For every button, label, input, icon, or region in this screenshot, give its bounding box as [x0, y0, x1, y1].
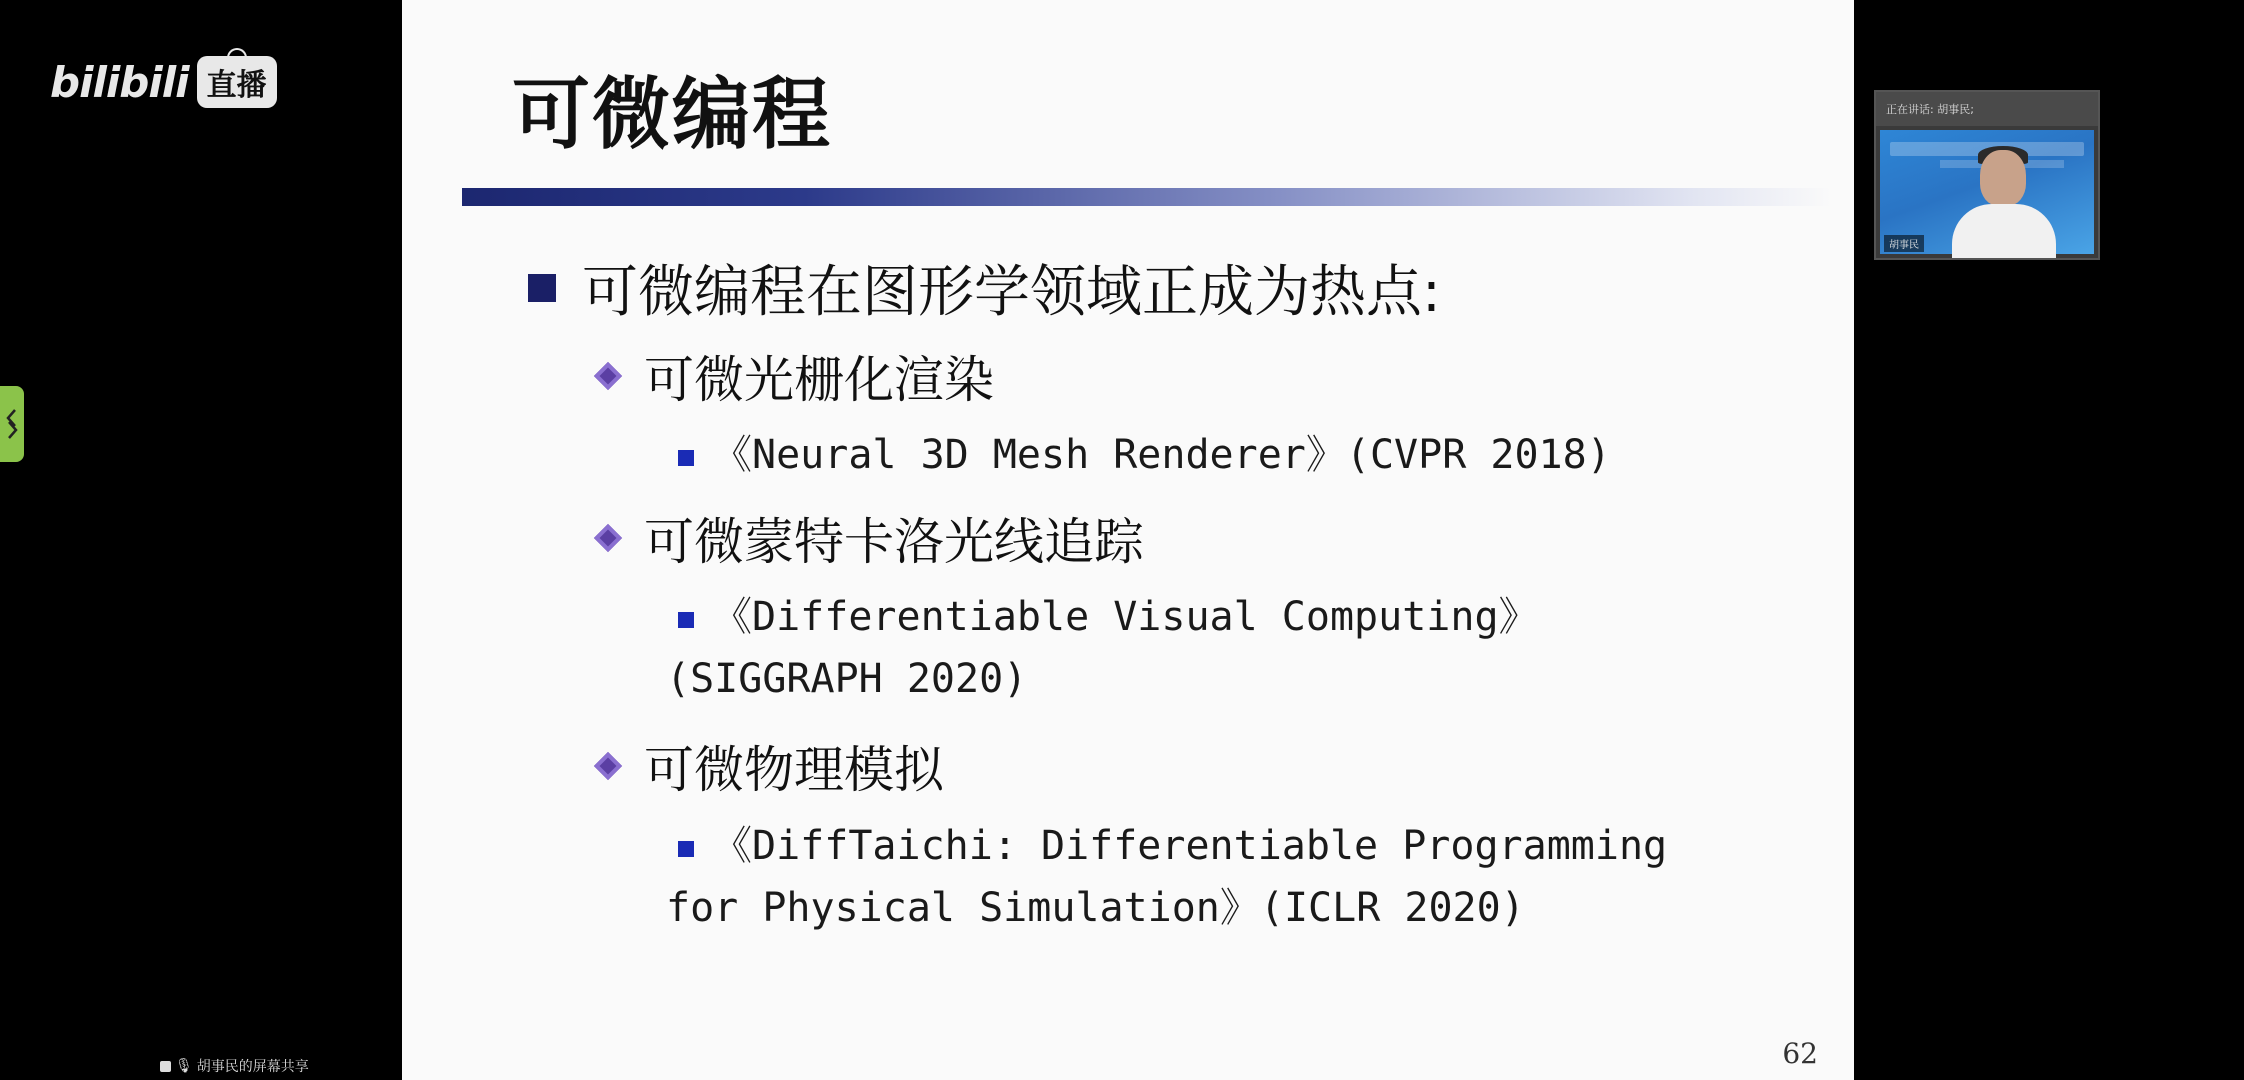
reference-item [666, 586, 1539, 710]
diamond-bullet-icon [594, 362, 622, 390]
screen-icon [160, 1061, 171, 1072]
main-bullet-text: 可微编程在图形学领域正成为热点: [582, 260, 1441, 325]
reference-text: 《Differentiable Visual Computing》 [712, 594, 1539, 640]
title-underline-bar [462, 188, 1832, 206]
reference-text-continued: for Physical Simulation》(ICLR 2020) [666, 885, 1525, 931]
sub-bullet-text: 可微物理模拟 [644, 741, 944, 799]
sub-bullet-ray-tracing [598, 502, 1144, 574]
slide-page-number: 62 [1782, 1037, 1818, 1070]
speaker-face [1980, 150, 2026, 206]
speaker-video [1880, 130, 2094, 254]
diamond-bullet-icon [594, 752, 622, 780]
sub-bullet-text: 可微蒙特卡洛光线追踪 [644, 513, 1144, 571]
side-panel-toggle[interactable] [0, 386, 24, 462]
slide-title: 可微编程 [512, 70, 833, 160]
bilibili-live-watermark [50, 56, 277, 108]
reference-item [666, 815, 1668, 939]
small-square-bullet-icon [678, 612, 694, 628]
small-square-bullet-icon [678, 450, 694, 466]
small-square-bullet-icon [678, 841, 694, 857]
sub-bullet-physics-simulation [598, 730, 944, 802]
diamond-bullet-icon [594, 524, 622, 552]
live-badge: 直播 [197, 56, 277, 108]
speaking-indicator [1876, 92, 2098, 126]
screen-share-label [160, 1056, 309, 1076]
square-bullet-icon [528, 274, 556, 302]
microphone-icon: 🎙 [175, 1058, 193, 1074]
speaker-body [1952, 204, 2056, 260]
bilibili-logo: bilibili [50, 57, 189, 107]
reference-text: 《Neural 3D Mesh Renderer》(CVPR 2018) [712, 432, 1611, 478]
screen-share-text: 胡事民的屏幕共享 [196, 1059, 309, 1075]
sub-bullet-text: 可微光栅化渲染 [644, 351, 994, 409]
main-bullet [528, 248, 1441, 328]
speaker-name-tag: 胡事民 [1884, 235, 1924, 252]
reference-text: 《DiffTaichi: Differentiable Programming [712, 823, 1668, 869]
presentation-slide [402, 0, 1854, 1080]
speaker-video-window[interactable] [1874, 90, 2100, 260]
reference-text-continued: (SIGGRAPH 2020) [666, 656, 1028, 702]
sub-bullet-rasterization [598, 340, 994, 412]
chevron-expand-icon [3, 404, 21, 444]
speaking-indicator-text: 正在讲话: 胡事民; [1886, 103, 1974, 116]
reference-item [678, 424, 1611, 486]
